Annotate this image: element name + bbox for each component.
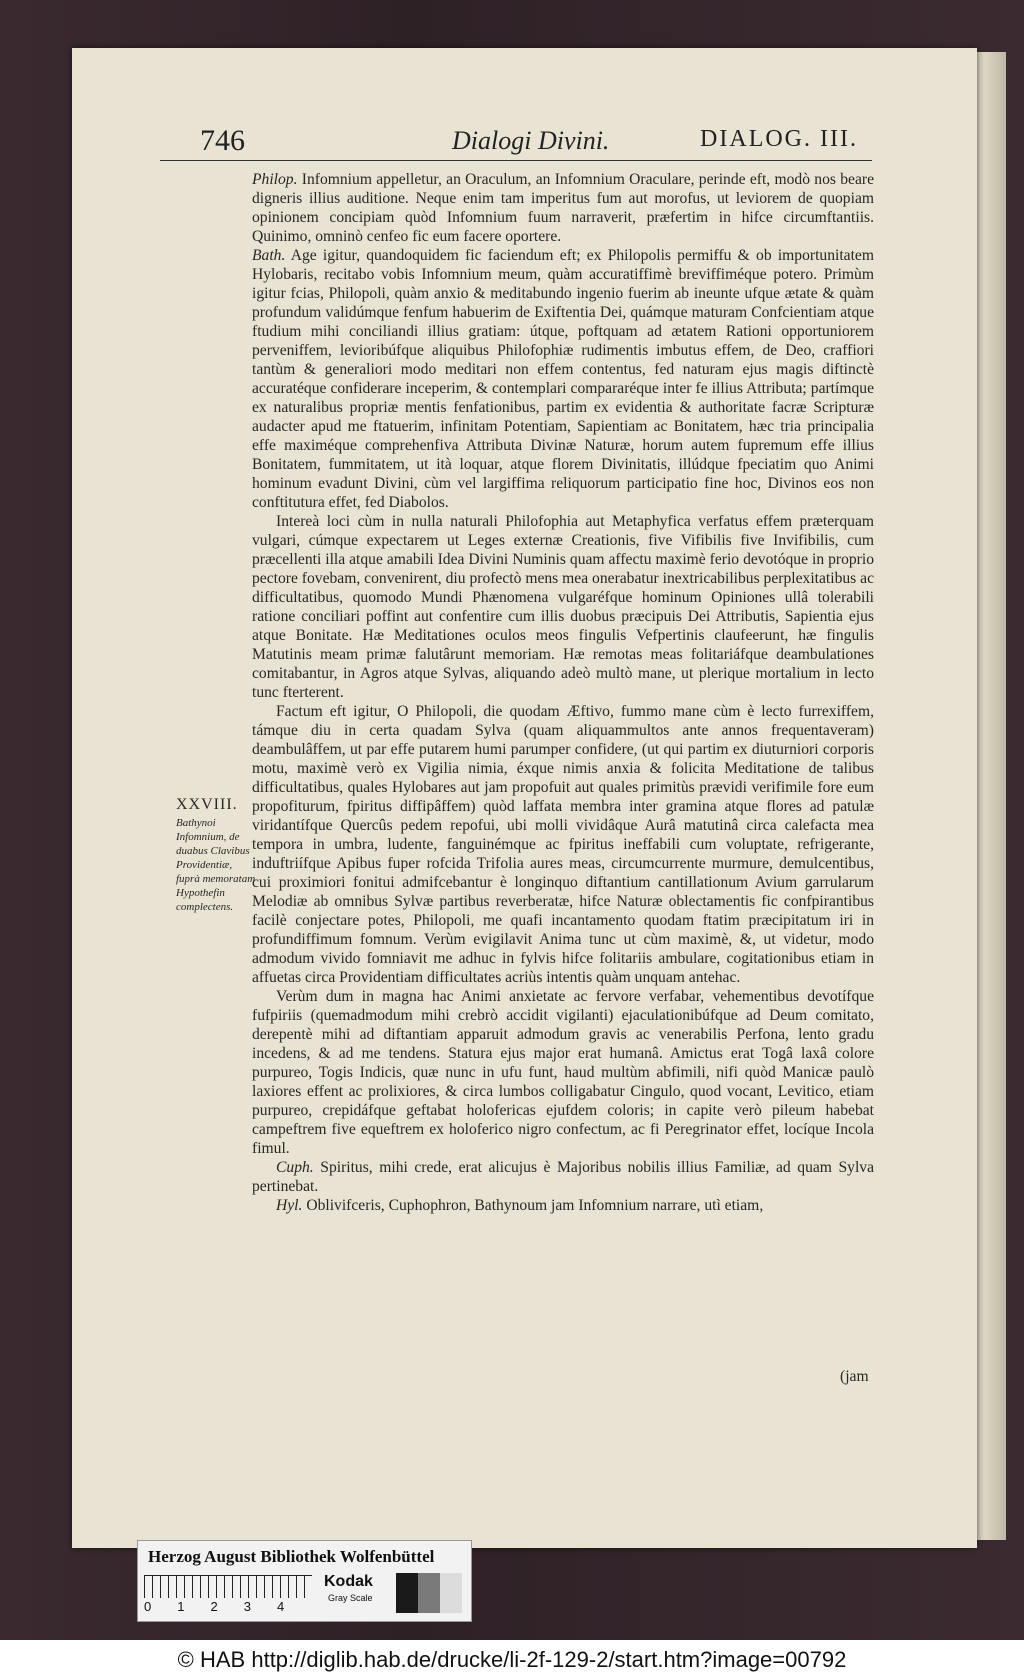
copyright-footer <box>0 1640 1024 1680</box>
section-number: XXVIII. <box>176 796 238 813</box>
paragraph <box>252 170 874 246</box>
running-title: Dialogi Divini. <box>452 126 610 155</box>
kodak-brand: Kodak <box>324 1573 373 1590</box>
speaker-name: Hyl. <box>276 1197 303 1214</box>
paragraph <box>252 702 874 987</box>
margin-note <box>176 796 256 914</box>
page-number: 746 <box>200 124 245 157</box>
library-name: Herzog August Bibliothek Wolfenbüttel <box>148 1547 435 1566</box>
speaker-name: Philop. <box>252 171 298 188</box>
paragraph <box>252 987 874 1158</box>
paragraph <box>252 1158 874 1196</box>
speaker-name: Bath. <box>252 247 286 264</box>
gray-scale-label: Gray Scale <box>328 1593 373 1603</box>
gray-swatch-mid <box>418 1573 440 1613</box>
margin-summary: Bathynoi Infomnium, de duabus Clavibus Providentiæ, fuprà memoratam Hypothefin complectens. <box>176 817 256 913</box>
facing-page-edge <box>972 52 1006 1540</box>
paragraph-text: Spiritus, mihi crede, erat alicujus è Majoribus nobilis illius Familiæ, ad quam Sylva pertinebat. <box>252 1159 874 1195</box>
paragraph <box>252 512 874 702</box>
paragraph <box>252 1196 874 1215</box>
ruler-digits <box>144 1599 344 1614</box>
paragraph-text: Age igitur, quandoquidem fic faciendum eft; ex Philopolis permiffu & ob importunitatem Hylobaris, recitabo vobis Infomnium meum, quàm accuratiffimè breviffiméque potero. Primùm igitur fcias, Philopoli, quàm anxio & meditabundo ingenio fuerim ab ineunte ufque ætate & quàm profundum validúmque fenfum habuerim de Exiftentia Dei, quámque maturam Confcientiam atque ftudium mihi conciliandi illius gratiam: útque, poftquam ad ætatem Rationi opportuniorem perveniffem, levioribúfque aliquibus Philofophiæ rudimentis imbutus effem, de Deo, craffiori tantùm & generaliori modo meditari non effem contentus, fed naturam ejus magis diftinctè accuratéque confiderare inceperim, & contemplari compararéque inter fe illius Attributa; partímque ex naturalibus propriæ mentis fenfationibus, partim ex evidentia & authoritate facræ Scripturæ audacter apud me ftatuerim, infinitam Potentiam, Sapientiam ac Bonitatem, hæc tria principalia effe maximéque comprehenfiva Attributa Divinæ Naturæ, horum autem fupremum effe illius Bonitatem, fummitatem, ut ità loquar, atque florem Divinitatis, illúdque fpeciatim quo Animi hominum evadunt Divini, cùm vel largiffima reliquorum participatio fine hoc, Divinos eos non conftitutura effet, fed Diabolos. <box>252 247 874 511</box>
footer-text: © HAB http://diglib.hab.de/drucke/li-2f-129-2/start.htm?image=00792 <box>177 1647 847 1672</box>
paragraph-text: Intereà loci cùm in nulla naturali Philofophia aut Metaphyfica verfatus effem præterquam vulgari, cúmque expectarem ut Leges externæ Creationis, five Vifibilis five Invifibilis, cum præcellenti illa atque amabili Idea Divini Numinis quam affectu maximè ferio devotóque in proprio pectore fovebam, convenirent, diu profectò mens mea onerabatur inextricabilibus perplexitatibus ac difficultatibus, quomodo Mundi Phænomena vulgaréfque hominum Opiniones ullâ tolerabili ratione conciliari poffint aut confentire cum illis duobus præcipuis Dei Attributis, Sapientia ejus atque Bonitate. Hæ Meditationes oculos meos fingulis Vefpertinis claufeerunt, hæ fingulis Matutinis meam primæ falutârunt memoriam. Hæ remotas meas folitariáfque deambulationes comitabantur, in Agros atque Sylvas, aliquando adeò multò mane, ut plerique mortalium in lecto tunc fterterent. <box>252 513 874 701</box>
ruler-digit: 4 <box>276 1599 285 1614</box>
gray-swatch-light <box>440 1573 462 1613</box>
ruler-digit: 3 <box>243 1599 251 1614</box>
color-scale-card <box>137 1540 472 1622</box>
body-text <box>252 170 874 1215</box>
paragraph-text: Verùm dum in magna hac Animi anxietate ac fervore verfabar, vehementibus devotífque fufpiriis (quemadmodum mihi crebrò accidit vigilanti) ejaculationibúfque ad Deum comitato, derepentè mihi ad diftantiam apparuit admodum gravis ac venerabilis Perfona, lento gradu incedens, & ad me tendens. Statura ejus major erat humanâ. Amictus erat Togâ laxâ colore purpureo, Togis Indicis, quæ nunc in ufu funt, haud multùm abfimili, nifi quòd Manicæ paulò laxiores effent ac prolixiores, & circa lumbos colligabatur Cingulo, quod vocant, Levitico, etiam purpureo, crepidáfque geftabat holofericas ejufdem coloris; in capite verò pileum habebat campeftrem five equeftrem ex holoferico nigro confectum, ac fi Peregrinator effet, locíque Incola fimul. <box>252 988 874 1157</box>
paragraph-text: Factum eft igitur, O Philopoli, die quodam Æftivo, fummo mane cùm è lecto furrexiffem, támque diu in certa quadam Sylva (quam aliquammultos ante annos frequentaveram) deambulâffem, ut par effe putarem humi parumper confidere, (ut qui partim ex diuturniori corporis motu, maximè verò ex Vigilia nimia, éxque nimis anxia & folicita Meditatione de talibus difficultatibus, quales Hylobares aut jam propofuit aut quales primitùs prævidi verifimile fore eum propofiturum, fpiritus diffipâffem) quòd laffata membra inter gramina atque flores ad patulæ viridantífque Quercûs pedem repofui, ubi molli vividâque Aurâ matutinâ circa calefacta mea tempora in umbra, ludente, fanguinémque ac fpiritus ineffabili cum voluptate, refrigerante, induftriífque Apibus fuper rofcida Trifolia aures meas, circumcurrente murmure, demulcentibus, cui proximiori fonitui admifcebantur è longinquo diftantium cantillationum Avium garrularum Melodiæ ab omnibus Sylvæ partibus reverberatæ, hifce Naturæ oblectamentis fic confpirantibus facilè conjectare potes, Philopoli, me quafi incantamento quodam ftatim præcipitatum iri in profundiffimum fomnum. Verùm evigilavit Anima tunc ut cùm maximè, &, ut videtur, modo admodum vivido fomniavit me adhuc in fylvis hifce folitariis ambulare, cogitationibus etiam in affuetas circa Providentiam difficultates acriùs intentis quàm unquam antehac. <box>252 703 874 986</box>
ruler-digit: 2 <box>210 1599 218 1614</box>
paragraph <box>252 246 874 512</box>
gray-swatch-dark <box>396 1573 418 1613</box>
dialog-label: DIALOG. III. <box>700 126 858 152</box>
paragraph-text: Infomnium appelletur, an Oraculum, an Infomnium Oraculare, perinde eft, modò nos beare digneris illius auditione. Neque enim tam imperitus fum aut morofus, ut leviorem de quopiam opinionem concipiam quòd Infomnium fuum narraverit, præfertim in hifce circumftantiis. Quinimo, omninò cenfeo fic eum facere oportere. <box>252 171 874 245</box>
ruler-digit: 0 <box>144 1599 152 1614</box>
speaker-name: Cuph. <box>276 1159 314 1176</box>
ruler-ticks <box>144 1575 312 1598</box>
ruler-digit: 1 <box>177 1599 185 1614</box>
catchword: (jam <box>840 1368 869 1385</box>
page-header <box>160 118 872 161</box>
paragraph-text: Oblivifceris, Cuphophron, Bathynoum jam Infomnium narrare, utì etiam, <box>306 1197 764 1214</box>
